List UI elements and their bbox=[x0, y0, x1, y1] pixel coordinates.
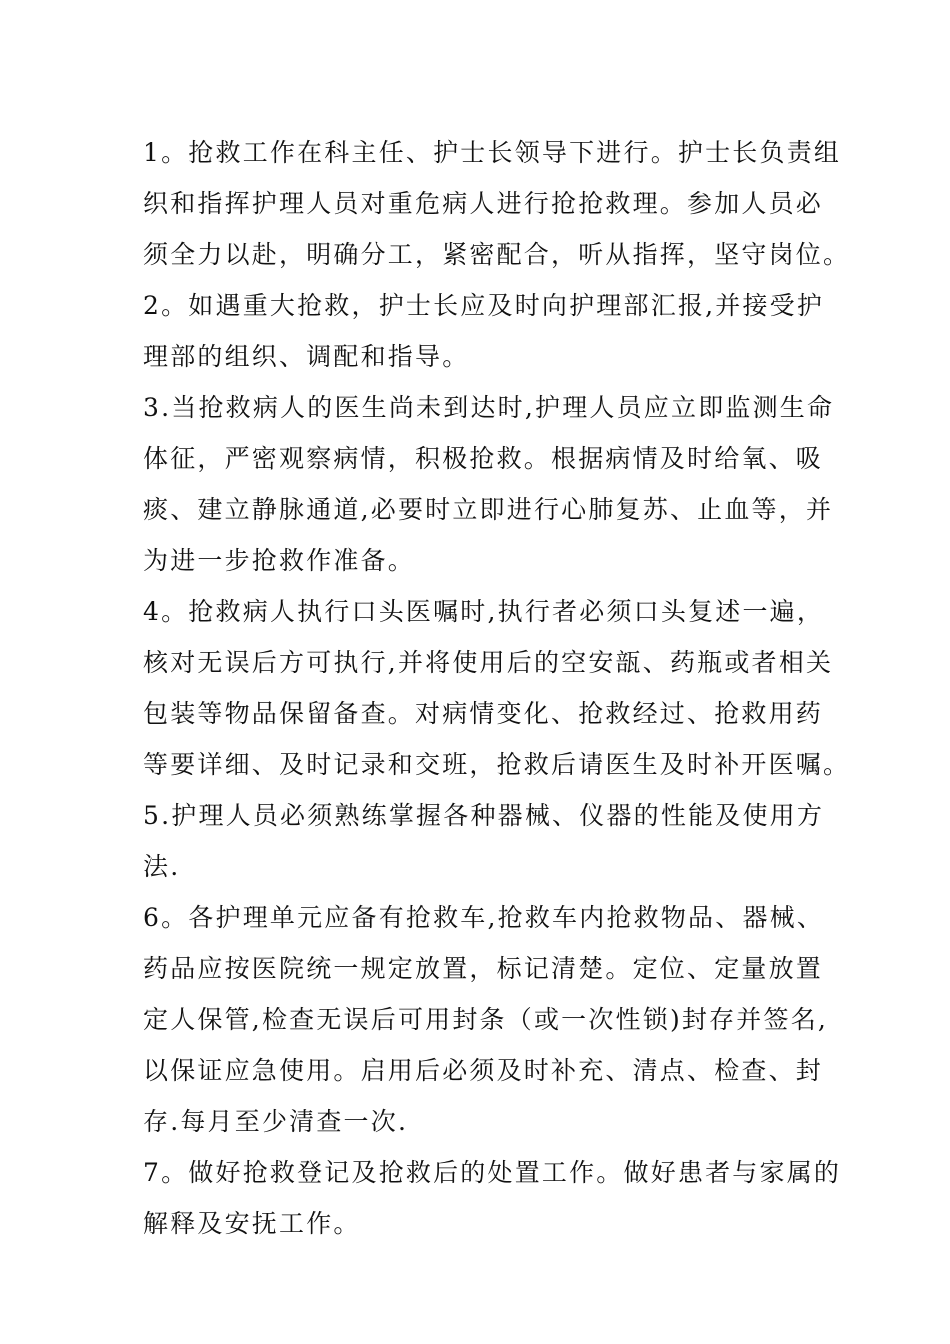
text-line: 4。抢救病人执行口头医嘱时,执行者必须口头复述一遍， bbox=[143, 597, 825, 626]
text-line: 核对无误后方可执行,并将使用后的空安瓿、药瓶或者相关 bbox=[143, 648, 834, 677]
text-line: 等要详细、及时记录和交班，抢救后请医生及时补开医嘱。 bbox=[143, 750, 851, 779]
text-line: 理部的组织、调配和指导。 bbox=[143, 342, 470, 371]
text-line: 为进一步抢救作准备。 bbox=[143, 546, 416, 575]
text-line: 6。各护理单元应备有抢救车,抢救车内抢救物品、器械、 bbox=[143, 903, 825, 932]
text-line: 1。抢救工作在科主任、护士长领导下进行。护士长负责组 bbox=[143, 138, 842, 167]
text-line: 痰、建立静脉通道,必要时立即进行心肺复苏、止血等，并 bbox=[143, 495, 834, 524]
text-line: 解释及安抚工作。 bbox=[143, 1209, 361, 1238]
text-line: 3.当抢救病人的医生尚未到达时,护理人员应立即监测生命 bbox=[143, 393, 835, 422]
text-line: 药品应按医院统一规定放置，标记清楚。定位、定量放置 bbox=[143, 954, 824, 983]
text-line: 存.每月至少清查一次. bbox=[143, 1107, 409, 1136]
text-line: 法. bbox=[143, 852, 181, 881]
text-line: 包装等物品保留备查。对病情变化、抢救经过、抢救用药 bbox=[143, 699, 824, 728]
text-line: 2。如遇重大抢救，护士长应及时向护理部汇报,并接受护 bbox=[143, 291, 825, 320]
text-line: 织和指挥护理人员对重危病人进行抢抢救理。参加人员必 bbox=[143, 189, 824, 218]
text-line: 以保证应急使用。启用后必须及时补充、清点、检查、封 bbox=[143, 1056, 824, 1085]
text-line: 7。做好抢救登记及抢救后的处置工作。做好患者与家属的 bbox=[143, 1158, 842, 1187]
text-line: 体征，严密观察病情，积极抢救。根据病情及时给氧、吸 bbox=[143, 444, 824, 473]
text-line: 5.护理人员必须熟练掌握各种器械、仪器的性能及使用方 bbox=[143, 801, 825, 830]
text-line: 定人保管,检查无误后可用封条（或一次性锁)封存并签名, bbox=[143, 1005, 829, 1034]
text-line: 须全力以赴，明确分工，紧密配合，听从指挥，坚守岗位。 bbox=[143, 240, 851, 269]
document-body bbox=[143, 127, 851, 1249]
